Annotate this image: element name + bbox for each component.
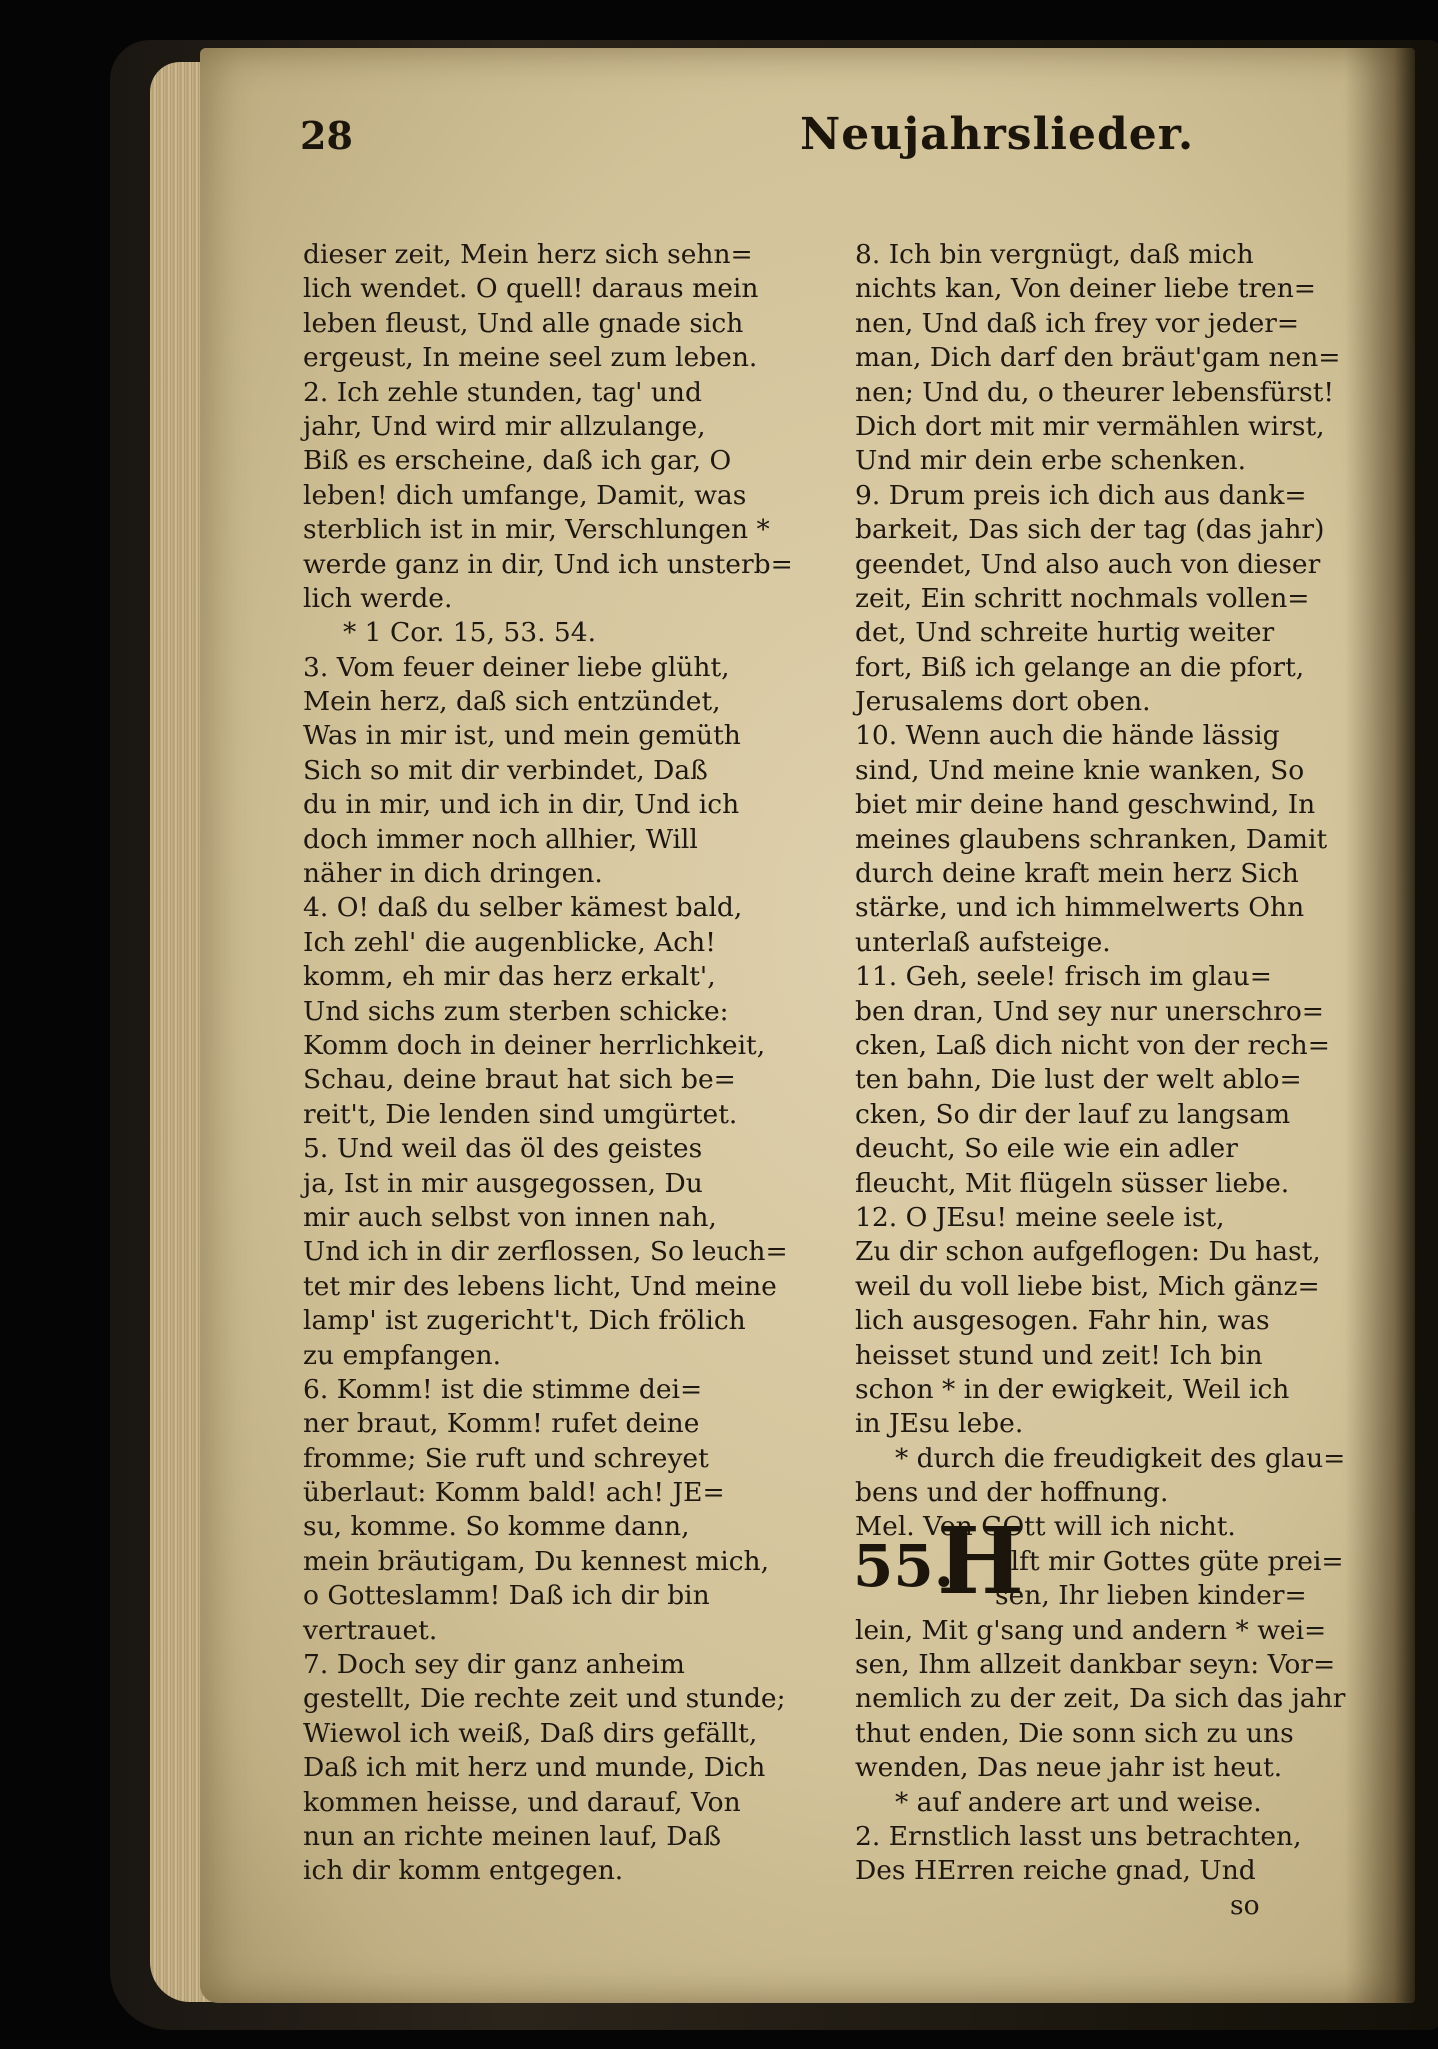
text-line: leben fleust, Und alle gnade sich bbox=[303, 307, 744, 339]
text-line: ja, Ist in mir ausgegossen, Du bbox=[303, 1167, 703, 1199]
page-header bbox=[300, 103, 1400, 183]
text-line: sind, Und meine knie wanken, So bbox=[855, 754, 1305, 786]
page-number: 28 bbox=[300, 113, 353, 158]
text-line: * 1 Cor. 15, 53. 54. bbox=[343, 617, 597, 649]
text-line: Mel. Von GOtt will ich nicht. bbox=[855, 1511, 1236, 1543]
text-line: Zu dir schon aufgeflogen: Du hast, bbox=[855, 1236, 1321, 1268]
text-line: Und mir dein erbe schenken. bbox=[855, 445, 1247, 477]
text-line: 11. Geh, seele! frisch im glau= bbox=[855, 961, 1272, 993]
text-line: ergeust, In meine seel zum leben. bbox=[303, 342, 758, 374]
text-line: unterlaß aufsteige. bbox=[855, 926, 1111, 958]
text-line: überlaut: Komm bald! ach! JE= bbox=[303, 1477, 725, 1509]
text-line: du in mir, und ich in dir, Und ich bbox=[303, 789, 740, 821]
text-line: zu empfangen. bbox=[303, 1339, 502, 1371]
text-line: nen, Und daß ich frey vor jeder= bbox=[855, 307, 1300, 339]
text-line: lich werde. bbox=[303, 582, 453, 614]
text-line: deucht, So eile wie ein adler bbox=[855, 1133, 1238, 1165]
text-line: in JEsu lebe. bbox=[855, 1408, 1024, 1440]
text-line: ner braut, Komm! rufet deine bbox=[303, 1408, 700, 1440]
text-line: thut enden, Die sonn sich zu uns bbox=[855, 1717, 1294, 1749]
text-line: cken, Laß dich nicht von der rech= bbox=[855, 1029, 1330, 1061]
text-line: Mein herz, daß sich entzündet, bbox=[303, 686, 721, 718]
text-line: 10. Wenn auch die hände lässig bbox=[855, 720, 1280, 752]
text-line: 8. Ich bin vergnügt, daß mich bbox=[855, 239, 1254, 270]
text-line: man, Dich darf den bräut'gam nen= bbox=[855, 342, 1341, 374]
text-line: 6. Komm! ist die stimme dei= bbox=[303, 1373, 703, 1405]
text-line: 9. Drum preis ich dich aus dank= bbox=[855, 479, 1307, 511]
text-line: biet mir deine hand geschwind, In bbox=[855, 789, 1316, 821]
text-line: Sich so mit dir verbindet, Daß bbox=[303, 754, 708, 786]
text-line: mein bräutigam, Du kennest mich, bbox=[303, 1545, 770, 1577]
text-line: vertrauet. bbox=[303, 1614, 438, 1646]
text-line: zeit, Ein schritt nochmals vollen= bbox=[855, 582, 1310, 614]
text-line: Komm doch in deiner herrlichkeit, bbox=[303, 1029, 766, 1061]
text-line: Jerusalems dort oben. bbox=[855, 686, 1151, 718]
text-line: wenden, Das neue jahr ist heut. bbox=[855, 1752, 1283, 1784]
text-line: tet mir des lebens licht, Und meine bbox=[303, 1270, 777, 1302]
text-line: Des HErren reiche gnad, Und bbox=[855, 1855, 1256, 1887]
text-line: geendet, Und also auch von dieser bbox=[855, 548, 1321, 580]
text-line: su, komme. So komme dann, bbox=[303, 1511, 690, 1543]
text-line: mir auch selbst von innen nah, bbox=[303, 1201, 717, 1233]
text-line: fleucht, Mit flügeln süsser liebe. bbox=[855, 1167, 1290, 1199]
text-line: elft mir Gottes güte prei= bbox=[995, 1545, 1344, 1577]
right-column-hymn-54-continued bbox=[855, 238, 1415, 1545]
text-line: dieser zeit, Mein herz sich sehn= bbox=[303, 239, 753, 270]
text-line: Ich zehl' die augenblicke, Ach! bbox=[303, 926, 716, 958]
catchword: so bbox=[1230, 1889, 1260, 1921]
text-line: Daß ich mit herz und munde, Dich bbox=[303, 1752, 766, 1784]
text-line: ich dir komm entgegen. bbox=[303, 1855, 624, 1887]
text-line: 5. Und weil das öl des geistes bbox=[303, 1133, 703, 1165]
hymn-55-text bbox=[855, 1614, 1415, 1889]
text-line: cken, So dir der lauf zu langsam bbox=[855, 1098, 1291, 1130]
text-line: Wiewol ich weiß, Daß dirs gefällt, bbox=[303, 1717, 758, 1749]
text-line: 12. O JEsu! meine seele ist, bbox=[855, 1201, 1225, 1233]
text-line: ten bahn, Die lust der welt ablo= bbox=[855, 1064, 1302, 1096]
text-line: 4. O! daß du selber kämest bald, bbox=[303, 892, 743, 924]
book-page bbox=[200, 48, 1415, 2003]
text-line: 2. Ich zehle stunden, tag' und bbox=[303, 376, 702, 408]
text-line: barkeit, Das sich der tag (das jahr) bbox=[855, 514, 1325, 546]
text-line: Was in mir ist, und mein gemüth bbox=[303, 720, 741, 752]
text-line: lich ausgesogen. Fahr hin, was bbox=[855, 1305, 1270, 1337]
text-line: nun an richte meinen lauf, Daß bbox=[303, 1820, 722, 1852]
text-line: Schau, deine braut hat sich be= bbox=[303, 1064, 736, 1096]
right-column bbox=[855, 238, 1415, 1923]
text-line: näher in dich dringen. bbox=[303, 858, 603, 890]
text-line: komm, eh mir das herz erkalt', bbox=[303, 961, 716, 993]
text-line: 3. Vom feuer deiner liebe glüht, bbox=[303, 651, 730, 683]
text-line: schon * in der ewigkeit, Weil ich bbox=[855, 1373, 1290, 1405]
text-line: sterblich ist in mir, Verschlungen * bbox=[303, 514, 770, 546]
text-line: det, Und schreite hurtig weiter bbox=[855, 617, 1275, 649]
text-line: durch deine kraft mein herz Sich bbox=[855, 858, 1299, 890]
text-line: o Gotteslamm! Daß ich dir bin bbox=[303, 1580, 710, 1612]
text-line: werde ganz in dir, Und ich unsterb= bbox=[303, 548, 793, 580]
text-line: bens und der hoffnung. bbox=[855, 1477, 1169, 1509]
text-line: kommen heisse, und darauf, Von bbox=[303, 1786, 741, 1818]
text-line: doch immer noch allhier, Will bbox=[303, 823, 698, 855]
text-line: Und ich in dir zerflossen, So leuch= bbox=[303, 1236, 788, 1268]
text-line: 2. Ernstlich lasst uns betrachten, bbox=[855, 1820, 1302, 1852]
text-line: heisset stund und zeit! Ich bin bbox=[855, 1339, 1263, 1371]
text-line: leben! dich umfange, Damit, was bbox=[303, 479, 747, 511]
hymn-number: 55. bbox=[853, 1531, 954, 1600]
text-line: lein, Mit g'sang und andern * wei= bbox=[855, 1614, 1327, 1646]
text-line: Und sichs zum sterben schicke: bbox=[303, 995, 729, 1027]
text-line: * auf andere art und weise. bbox=[895, 1786, 1262, 1818]
text-line: nen; Und du, o theurer lebensfürst! bbox=[855, 376, 1335, 408]
running-title: Neujahrslieder. bbox=[800, 109, 1195, 160]
text-line: fort, Biß ich gelange an die pfort, bbox=[855, 651, 1305, 683]
text-line: fromme; Sie ruft und schreyet bbox=[303, 1442, 709, 1474]
text-line: reit't, Die lenden sind umgürtet. bbox=[303, 1098, 738, 1130]
text-line: gestellt, Die rechte zeit und stunde; bbox=[303, 1683, 786, 1715]
text-line: nemlich zu der zeit, Da sich das jahr bbox=[855, 1683, 1346, 1715]
text-line: nichts kan, Von deiner liebe tren= bbox=[855, 273, 1316, 305]
text-line: 7. Doch sey dir ganz anheim bbox=[303, 1649, 685, 1681]
text-line: meines glaubens schranken, Damit bbox=[855, 823, 1328, 855]
text-line: Dich dort mit mir vermählen wirst, bbox=[855, 410, 1325, 442]
drop-capital: H bbox=[937, 1506, 1024, 1615]
text-line: ben dran, Und sey nur unerschro= bbox=[855, 995, 1324, 1027]
text-line: lich wendet. O quell! daraus mein bbox=[303, 273, 759, 305]
text-line: sen, Ihm allzeit dankbar seyn: Vor= bbox=[855, 1649, 1336, 1681]
text-line: jahr, Und wird mir allzulange, bbox=[303, 410, 706, 442]
text-line: sen, Ihr lieben kinder= bbox=[995, 1580, 1307, 1612]
text-line: stärke, und ich himmelwerts Ohn bbox=[855, 892, 1305, 924]
text-line: * durch die freudigkeit des glau= bbox=[895, 1442, 1346, 1474]
text-line: Biß es erscheine, daß ich gar, O bbox=[303, 445, 732, 477]
text-line: lamp' ist zugericht't, Dich frölich bbox=[303, 1305, 746, 1337]
text-line: weil du voll liebe bist, Mich gänz= bbox=[855, 1270, 1320, 1302]
